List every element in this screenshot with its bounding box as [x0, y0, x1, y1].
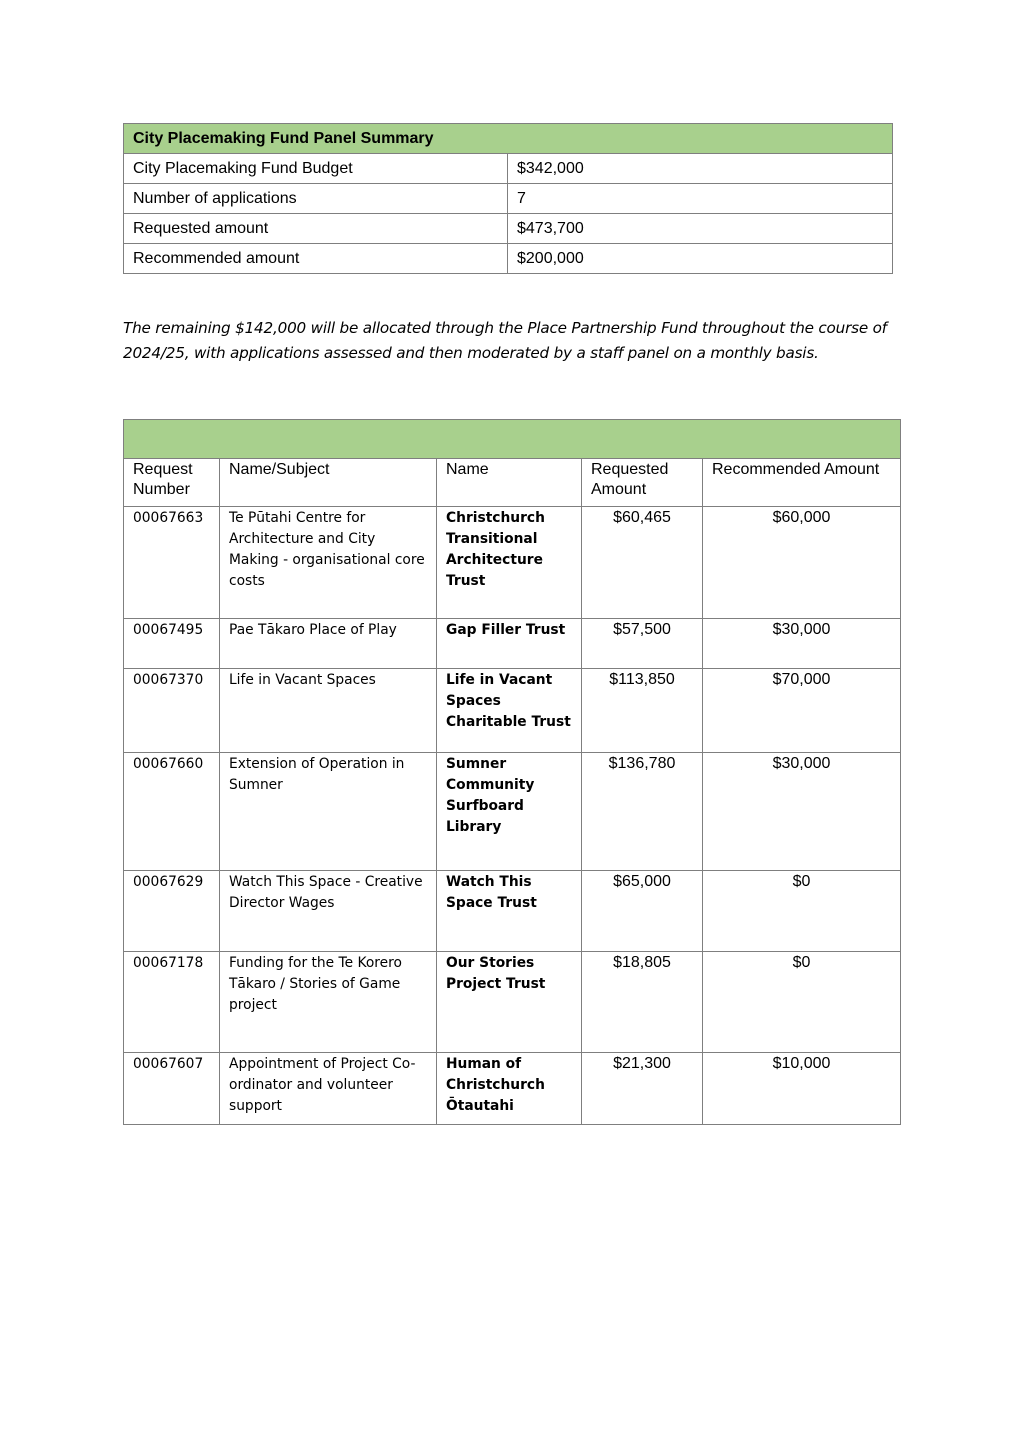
summary-row: [124, 154, 893, 184]
subject: Watch This Space - Creative Director Wages: [220, 871, 437, 952]
allocation-note: The remaining $142,000 will be allocated through the Place Partnership Fund throughout the course of 2024/25, with applications assessed and then moderated by a staff panel on a monthly basis.: [123, 319, 887, 362]
summary-label: City Placemaking Fund Budget: [124, 154, 508, 184]
table-row: [124, 952, 901, 1053]
summary-value: $342,000: [508, 154, 893, 184]
table-row: [124, 1053, 901, 1125]
summary-title: City Placemaking Fund Panel Summary: [124, 124, 893, 154]
table-row: [124, 871, 901, 952]
summary-value: $473,700: [508, 214, 893, 244]
recommended-amount: $0: [703, 871, 901, 952]
organisation-name: Watch This Space Trust: [437, 871, 582, 952]
summary-row: [124, 244, 893, 274]
requested-amount: $136,780: [582, 753, 703, 871]
subject: Life in Vacant Spaces: [220, 669, 437, 753]
recommended-amount: $30,000: [703, 753, 901, 871]
table-header-band: [124, 420, 901, 459]
subject: Extension of Operation in Sumner: [220, 753, 437, 871]
header-band-cell: [124, 420, 901, 459]
request-number: 00067495: [124, 619, 220, 669]
table-row: [124, 669, 901, 753]
table-row: [124, 619, 901, 669]
summary-label: Number of applications: [124, 184, 508, 214]
request-number: 00067607: [124, 1053, 220, 1125]
request-number: 00067178: [124, 952, 220, 1053]
requested-amount: $65,000: [582, 871, 703, 952]
subject: Funding for the Te Korero Tākaro / Stories of Game project: [220, 952, 437, 1053]
col-header-name: Name: [437, 459, 582, 507]
table-row: [124, 753, 901, 871]
panel-summary-table: [123, 123, 893, 274]
col-header-name-subject: Name/Subject: [220, 459, 437, 507]
organisation-name: Human of Christchurch Ōtautahi: [437, 1053, 582, 1125]
requested-amount: $60,465: [582, 507, 703, 619]
summary-title-row: [124, 124, 893, 154]
organisation-name: Sumner Community Surfboard Library: [437, 753, 582, 871]
requested-amount: $57,500: [582, 619, 703, 669]
col-header-recommended-amount: Recommended Amount: [703, 459, 901, 507]
column-header-row: [124, 459, 901, 507]
recommended-amount: $10,000: [703, 1053, 901, 1125]
request-number: 00067660: [124, 753, 220, 871]
table-row: [124, 507, 901, 619]
requested-amount: $18,805: [582, 952, 703, 1053]
recommended-amount: $60,000: [703, 507, 901, 619]
organisation-name: Life in Vacant Spaces Charitable Trust: [437, 669, 582, 753]
requested-amount: $113,850: [582, 669, 703, 753]
summary-value: 7: [508, 184, 893, 214]
summary-label: Requested amount: [124, 214, 508, 244]
recommended-amount: $0: [703, 952, 901, 1053]
summary-row: [124, 214, 893, 244]
recommended-amount: $70,000: [703, 669, 901, 753]
col-header-requested-amount: Requested Amount: [582, 459, 703, 507]
grant-applications-table: [123, 419, 901, 1125]
organisation-name: Gap Filler Trust: [437, 619, 582, 669]
subject: Appointment of Project Co-ordinator and volunteer support: [220, 1053, 437, 1125]
requested-amount: $21,300: [582, 1053, 703, 1125]
summary-label: Recommended amount: [124, 244, 508, 274]
col-header-request-number: Request Number: [124, 459, 220, 507]
summary-value: $200,000: [508, 244, 893, 274]
subject: Te Pūtahi Centre for Architecture and City Making - organisational core costs: [220, 507, 437, 619]
request-number: 00067663: [124, 507, 220, 619]
request-number: 00067629: [124, 871, 220, 952]
organisation-name: Our Stories Project Trust: [437, 952, 582, 1053]
organisation-name: Christchurch Transitional Architecture Trust: [437, 507, 582, 619]
subject: Pae Tākaro Place of Play: [220, 619, 437, 669]
request-number: 00067370: [124, 669, 220, 753]
summary-row: [124, 184, 893, 214]
recommended-amount: $30,000: [703, 619, 901, 669]
